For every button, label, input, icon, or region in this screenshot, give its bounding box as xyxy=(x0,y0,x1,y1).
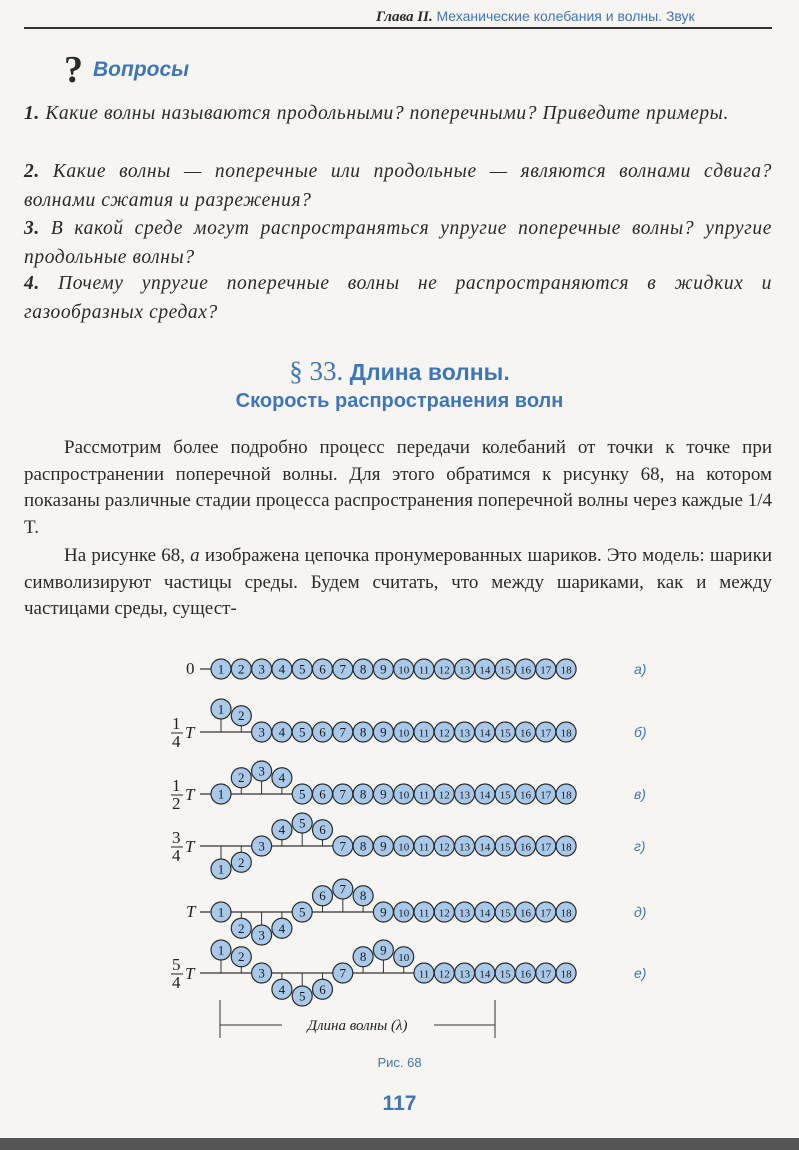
wavelength-label: Длина волны (λ) xyxy=(307,1018,408,1034)
questions-title: Вопросы xyxy=(93,58,190,81)
paragraph-2: На рисунке 68, а изображена цепочка пронумерованных шариков. Это модель: шарики символизируют частицы среды. Будем считать, что между шариками, как и между частицами среды, сущест- xyxy=(24,545,772,619)
ball-number: 12 xyxy=(438,968,450,981)
ball-number: 6 xyxy=(319,724,326,740)
ball-number: 16 xyxy=(520,727,531,740)
ball-number: 12 xyxy=(438,907,450,920)
time-label-denominator: 4 xyxy=(172,732,181,751)
ball-number: 7 xyxy=(339,838,347,854)
ball-number: 16 xyxy=(520,664,531,677)
time-label-denominator: 4 xyxy=(172,846,181,865)
ball-number: 11 xyxy=(418,841,430,854)
paragraph-1: Рассмотрим более подробно процесс передачи колебаний от точки к точке при распространении поперечной волны. Для этого обратимся к рисунку 68, на котором показаны различные стадии процесса распространения поперечной волны через каждые 1/4 T. xyxy=(24,437,772,538)
ball-number: 16 xyxy=(520,907,531,920)
time-label-denominator: 2 xyxy=(172,794,181,813)
ball-number: 18 xyxy=(560,727,572,740)
figure-caption: Рис. 68 xyxy=(377,1055,422,1070)
time-label: 0 xyxy=(186,659,195,678)
chapter-label: Глава II. xyxy=(376,9,433,25)
ball-number: 1 xyxy=(217,942,225,958)
row-letter: е) xyxy=(634,965,647,981)
ball-number: 3 xyxy=(258,927,265,943)
ball-number: 4 xyxy=(278,724,286,740)
ball-number: 4 xyxy=(278,661,286,677)
ball-number: 7 xyxy=(339,965,347,981)
ball-number: 8 xyxy=(359,888,367,904)
ball-number: 5 xyxy=(298,661,306,677)
ball-number: 14 xyxy=(479,968,491,981)
ball-number: 16 xyxy=(520,968,531,981)
ball-number: 11 xyxy=(418,727,430,740)
ball-number: 17 xyxy=(540,968,552,981)
time-label-period: T xyxy=(185,723,195,742)
ball-number: 6 xyxy=(319,981,326,997)
row-letter: в) xyxy=(634,786,646,802)
section-title: § 33. Длина волны. xyxy=(289,356,510,386)
ball-number: 4 xyxy=(278,822,286,838)
ball-number: 6 xyxy=(319,786,326,802)
question-3: 3. В какой среде могут распространяться упругие поперечные волны? упругие продольные волны? xyxy=(24,218,772,268)
ball-number: 9 xyxy=(380,838,387,854)
ball-number: 12 xyxy=(438,727,450,740)
ball-number: 2 xyxy=(238,949,245,965)
ball-number: 10 xyxy=(398,907,410,920)
running-header xyxy=(376,8,695,26)
ball-number: 14 xyxy=(479,841,491,854)
ball-number: 7 xyxy=(339,786,347,802)
ball-number: 8 xyxy=(359,661,367,677)
ball-number: 16 xyxy=(520,841,531,854)
question-mark-icon: ? xyxy=(64,49,83,91)
wave-figure xyxy=(0,650,799,1050)
row-letter: д) xyxy=(634,904,647,920)
ball-number: 10 xyxy=(398,789,410,802)
ball-number: 9 xyxy=(380,904,387,920)
ball-number: 1 xyxy=(217,786,225,802)
ball-number: 10 xyxy=(398,952,410,965)
ball-number: 5 xyxy=(298,904,306,920)
question-2: 2. Какие волны — поперечные или продольные — являются волнами сдвига? волнами сжатия и разрежения? xyxy=(24,161,772,211)
ball-number: 15 xyxy=(499,907,511,920)
time-label-numerator: 5 xyxy=(172,955,181,974)
ball-number: 18 xyxy=(560,968,572,981)
time-label-numerator: 1 xyxy=(172,776,181,795)
ball-number: 7 xyxy=(339,881,347,897)
row-letter: г) xyxy=(634,838,646,854)
ball-number: 10 xyxy=(398,841,410,854)
ball-number: 9 xyxy=(380,661,387,677)
chapter-title: Механические колебания и волны. Звук xyxy=(436,8,695,24)
ball-number: 4 xyxy=(278,981,286,997)
ball-number: 8 xyxy=(359,838,367,854)
time-label-denominator: 4 xyxy=(172,973,181,992)
ball-number: 10 xyxy=(398,727,410,740)
ball-number: 15 xyxy=(499,664,511,677)
ball-number: 7 xyxy=(339,724,347,740)
ball-number: 18 xyxy=(560,789,572,802)
ball-number: 3 xyxy=(258,965,265,981)
ball-number: 11 xyxy=(418,907,430,920)
bottom-border xyxy=(0,1138,799,1150)
time-label-period: T xyxy=(185,837,195,856)
ball-number: 1 xyxy=(217,661,225,677)
ball-number: 11 xyxy=(418,664,430,677)
ball-number: 8 xyxy=(359,786,367,802)
ball-number: 5 xyxy=(298,786,306,802)
ball-number: 18 xyxy=(560,664,572,677)
ball-number: 13 xyxy=(459,968,471,981)
ball-number: 2 xyxy=(238,854,245,870)
row-letter: а) xyxy=(634,661,647,677)
header-rule xyxy=(24,27,772,29)
ball-number: 10 xyxy=(398,664,410,677)
question-1: 1. Какие волны называются продольными? поперечными? Приведите примеры. xyxy=(24,103,729,124)
ball-number: 13 xyxy=(459,727,471,740)
ball-number: 3 xyxy=(258,763,265,779)
ball-number: 9 xyxy=(380,786,387,802)
ball-number: 13 xyxy=(459,789,471,802)
ball-number: 5 xyxy=(298,724,306,740)
ball-number: 15 xyxy=(499,841,511,854)
ball-number: 13 xyxy=(459,907,471,920)
ball-number: 6 xyxy=(319,888,326,904)
ball-number: 9 xyxy=(380,942,387,958)
page-number: 117 xyxy=(382,1092,417,1115)
time-label-period: T xyxy=(185,964,195,983)
time-label-period: T xyxy=(185,785,195,804)
time-label: T xyxy=(186,902,196,921)
ball-number: 13 xyxy=(459,841,471,854)
ball-number: 14 xyxy=(479,664,491,677)
ball-number: 15 xyxy=(499,727,511,740)
ball-number: 2 xyxy=(238,770,245,786)
ball-number: 17 xyxy=(540,841,552,854)
ball-number: 2 xyxy=(238,920,245,936)
ball-number: 17 xyxy=(540,664,552,677)
ball-number: 4 xyxy=(278,920,286,936)
ball-number: 18 xyxy=(560,841,572,854)
ball-number: 15 xyxy=(499,968,511,981)
ball-number: 17 xyxy=(540,789,552,802)
ball-number: 3 xyxy=(258,838,265,854)
time-label-numerator: 3 xyxy=(172,828,181,847)
ball-number: 11 xyxy=(418,968,430,981)
ball-number: 4 xyxy=(278,770,286,786)
ball-number: 1 xyxy=(217,904,225,920)
ball-number: 14 xyxy=(479,907,491,920)
question-4: 4. Почему упругие поперечные волны не распространяются в жидких и газообразных средах? xyxy=(24,273,772,323)
ball-number: 14 xyxy=(479,727,491,740)
ball-number: 14 xyxy=(479,789,491,802)
ball-number: 12 xyxy=(438,664,450,677)
ball-number: 8 xyxy=(359,724,367,740)
ball-number: 1 xyxy=(217,861,225,877)
ball-number: 18 xyxy=(560,907,572,920)
ball-number: 2 xyxy=(238,708,245,724)
ball-number: 5 xyxy=(298,988,306,1004)
ball-number: 12 xyxy=(438,789,450,802)
time-label-numerator: 1 xyxy=(172,714,181,733)
ball-number: 1 xyxy=(217,701,225,717)
ball-number: 3 xyxy=(258,724,265,740)
ball-number: 12 xyxy=(438,841,450,854)
ball-number: 11 xyxy=(418,789,430,802)
ball-number: 13 xyxy=(459,664,471,677)
row-letter: б) xyxy=(634,724,647,740)
ball-number: 9 xyxy=(380,724,387,740)
ball-number: 16 xyxy=(520,789,531,802)
ball-number: 8 xyxy=(359,949,367,965)
ball-number: 6 xyxy=(319,661,326,677)
ball-number: 17 xyxy=(540,907,552,920)
ball-number: 7 xyxy=(339,661,347,677)
ball-number: 5 xyxy=(298,815,306,831)
ball-number: 2 xyxy=(238,661,245,677)
ball-number: 15 xyxy=(499,789,511,802)
section-subtitle: Скорость распространения волн xyxy=(235,390,564,412)
ball-number: 17 xyxy=(540,727,552,740)
ball-number: 3 xyxy=(258,661,265,677)
ball-number: 6 xyxy=(319,822,326,838)
